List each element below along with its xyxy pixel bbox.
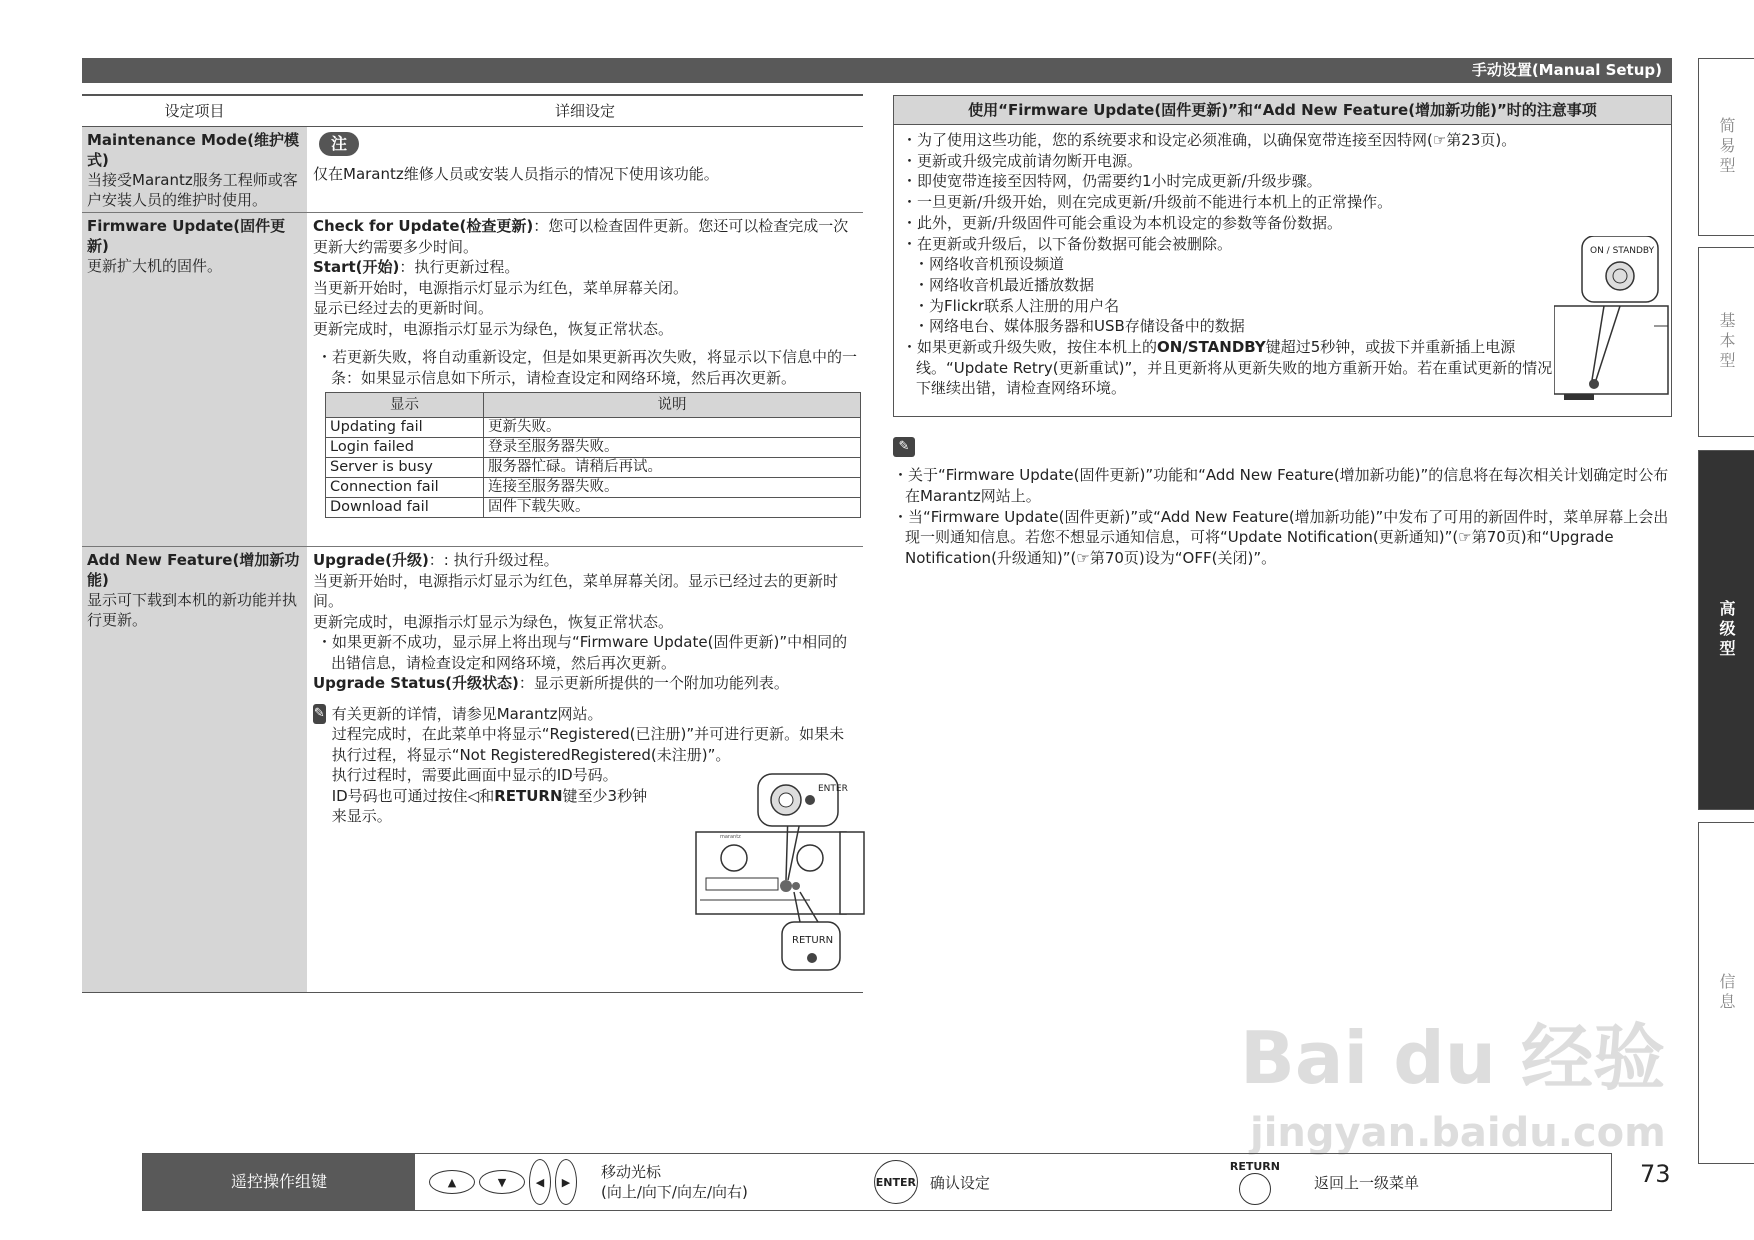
error-head-desc: 说明 [484,393,861,418]
caution-subitem: ・网络电台、媒体服务器和USB存储设备中的数据 [914,317,1245,336]
maint-note: 仅在Marantz维修人员或安装人员指示的情况下使用该功能。 [313,165,719,183]
up-arrow-icon: ▲ [429,1170,475,1194]
note-section [893,437,1673,569]
left-arrow-key: ◁和 [467,786,495,805]
caution-item: ・更新或升级完成前请勿断开电源。 [902,151,1143,170]
addnew-line1: 当更新开始时，电源指示灯显示为红色，菜单屏幕关闭。显示已经过去的更新时间。 [313,571,839,610]
maint-desc: 当接受Marantz服务工程师或客户安装人员的维护时使用。 [87,171,298,209]
tab-advanced[interactable]: 高级型 [1698,450,1754,810]
return-key-text: 返回上一级菜单 [1314,1173,1420,1192]
addnew-desc: 显示可下载到本机的新功能并执行更新。 [87,591,298,629]
addnew-bullet: ・如果更新不成功，显示屏上将出现与“Firmware Update(固件更新)”中相同的出错信息，请检查设定和网络环境，然后再次更新。 [317,633,848,672]
error-desc: 连接至服务器失败。 [484,478,861,498]
table-row [326,478,861,498]
table-row-maintenance [82,127,863,213]
return-key-label: RETURN [494,786,563,805]
tab-simple[interactable]: 简易型 [1698,58,1754,236]
table-header [82,94,863,127]
error-table-header [326,393,861,418]
addnew-note4a: ID号码也可通过按住 [331,786,468,805]
start-label: Start(开始) [313,258,400,276]
addnew-note3: 执行过程时，需要此画面中显示的ID号码。 [331,766,618,784]
enter-key-icon: ENTER [874,1160,918,1204]
firmware-line2: 显示已经过去的更新时间。 [313,299,494,317]
firmware-bullet: ・若更新失败，将自动重新设定，但是如果更新再次失败，将显示以下信息中的一条：如果显示信息如下所示，请检查设定和网络环境，然后再次更新。 [317,348,858,387]
error-desc: 固件下载失败。 [484,498,861,518]
upgrade-label: Upgrade(升级) [313,551,429,569]
table-row-addnew [82,547,863,993]
settings-table [82,94,863,993]
section-header [82,58,1672,83]
caution-item: ・一旦更新/升级开始，则在完成更新/升级前不能进行本机上的正常操作。 [902,193,1393,212]
error-head-display: 显示 [326,393,484,418]
firmware-line3: 更新完成时，电源指示灯显示为绿色，恢复正常状态。 [313,319,674,338]
note-badge: 注 [319,132,359,156]
enter-label: ENTER [818,784,848,794]
table-row [326,418,861,438]
status-label: Upgrade Status(升级状态) [313,674,519,692]
left-arrow-icon: ◀ [529,1159,551,1205]
firmware-line1: 当更新开始时，电源指示灯显示为红色，菜单屏幕关闭。 [313,278,689,297]
tab-basic[interactable]: 基本型 [1698,247,1754,437]
caution-subitem: ・为Flickr联系人注册的用户名 [914,296,1120,315]
table-row-firmware [82,213,863,547]
check-label: Check for Update(检查更新) [313,217,534,235]
pencil-icon: ✎ [313,704,326,724]
addnew-note1: 有关更新的详情，请参见Marantz网站。 [331,704,603,723]
caution-last-post: 键超过5秒钟，或拔下并重新插上电源线。“Update Retry(更新重试)”，并且更新将从更新失败的地方重新开始。若在重试更新的情况下继续出错，请检查网络环境。 [916,338,1553,398]
note-item: ・关于“Firmware Update(固件更新)”功能和“Add New Feature(增加新功能)”的信息将在每次相关计划确定时公布在Marantz网站上。 [893,466,1669,505]
error-desc: 更新失败。 [484,418,861,438]
error-display: Server is busy [326,458,484,478]
error-display: Login failed [326,438,484,458]
caution-item: ・为了使用这些功能，您的系统要求和设定必须准确，以确保宽带连接至因特网(☞第23页)。 [902,131,1517,149]
note-item: ・当“Firmware Update(固件更新)”或“Add New Feature(增加新功能)”中发布了可用的新固件时，菜单屏幕上会出现一则通知信息。若您不想显示通知信息，可将“Update Notification(更新通知)”(☞第70页)和“Upgrade Notification(升级通知)”(☞第70页)设为“OFF(关闭)”。 [893,507,1669,568]
right-arrow-icon: ▶ [555,1159,577,1205]
return-label: RETURN [792,935,834,946]
enter-key-text: 确认设定 [929,1173,990,1192]
addnew-note2: 过程完成时，在此菜单中将显示“Registered(已注册)”并可进行更新。如果未执行过程，将显示“Not RegisteredRegistered(未注册)”。 [331,725,845,764]
on-standby-label: ON / STANDBY [1590,246,1655,256]
error-message-table [325,392,861,518]
caution-item: ・即使宽带连接至因特网，仍需要约1小时完成更新/升级步骤。 [902,172,1322,191]
error-desc: 登录至服务器失败。 [484,438,861,458]
tab-info[interactable]: 信息 [1698,822,1754,1164]
return-key-caption: RETURN [1229,1159,1280,1173]
caution-last-pre: ・如果更新或升级失败，按住本机上的 [902,338,1158,357]
maint-title: Maintenance Mode(维护模式) [87,131,299,169]
col-item-header: 设定项目 [164,102,225,120]
cursor-keys [429,1159,577,1205]
standby-illustration [1554,236,1670,416]
table-row [326,438,861,458]
on-standby-key: ON/STANDBY [1157,338,1266,357]
standby-drawing [1554,236,1670,416]
caution-subitem: ・网络收音机最近播放数据 [914,275,1095,294]
caution-subitem: ・网络收音机预设频道 [914,255,1065,274]
remote-keys-footer [142,1153,1612,1211]
table-row [326,498,861,518]
error-desc: 服务器忙碌。请稍后再试。 [484,458,861,478]
caution-box [893,95,1672,417]
page-number: 73 [1640,1160,1671,1188]
brand-logo: marantz [720,834,741,840]
move-cursor-text: 移动光标 [601,1163,662,1181]
watermark-logo: Bai du 经验 [1240,1016,1666,1100]
watermark-url: jingyan.baidu.com [1250,1110,1666,1156]
down-arrow-icon: ▼ [479,1170,525,1194]
addnew-line2: 更新完成时，电源指示灯显示为绿色，恢复正常状态。 [313,612,674,631]
firmware-desc: 更新扩大机的固件。 [87,257,223,275]
caution-title: 使用“Firmware Update(固件更新)”和“Add New Feature(增加新功能)”时的注意事项 [894,96,1671,125]
table-row [326,458,861,478]
upgrade-text: ：: 执行升级过程。 [428,551,559,569]
error-display: Updating fail [326,418,484,438]
pencil-icon: ✎ [893,437,915,457]
footer-label: 遥控操作组键 [143,1154,415,1210]
receiver-drawing [690,772,870,982]
check-text: ：您可以检查固件更新。您还可以检查完成一次更新大约需要多少时间。 [313,217,849,256]
return-key-icon [1239,1173,1271,1205]
status-text: ：显示更新所提供的一个附加功能列表。 [518,674,789,692]
col-detail-header: 详细设定 [554,102,615,120]
firmware-title: Firmware Update(固件更新) [87,217,286,255]
section-title: 手动设置(Manual Setup) [1471,61,1662,79]
move-cursor-directions: (向上/向下/向左/向右) [601,1183,748,1201]
error-display: Download fail [326,498,484,518]
addnew-note4d: 键至少3秒钟来显示。 [331,786,648,825]
start-text: ：执行更新过程。 [399,258,520,276]
error-display: Connection fail [326,478,484,498]
device-illustration [690,772,870,982]
caution-item: ・在更新或升级后，以下备份数据可能会被删除。 [902,234,1233,253]
caution-item: ・此外，更新/升级固件可能会重设为本机设定的参数等备份数据。 [902,213,1343,232]
addnew-title: Add New Feature(增加新功能) [87,551,300,589]
